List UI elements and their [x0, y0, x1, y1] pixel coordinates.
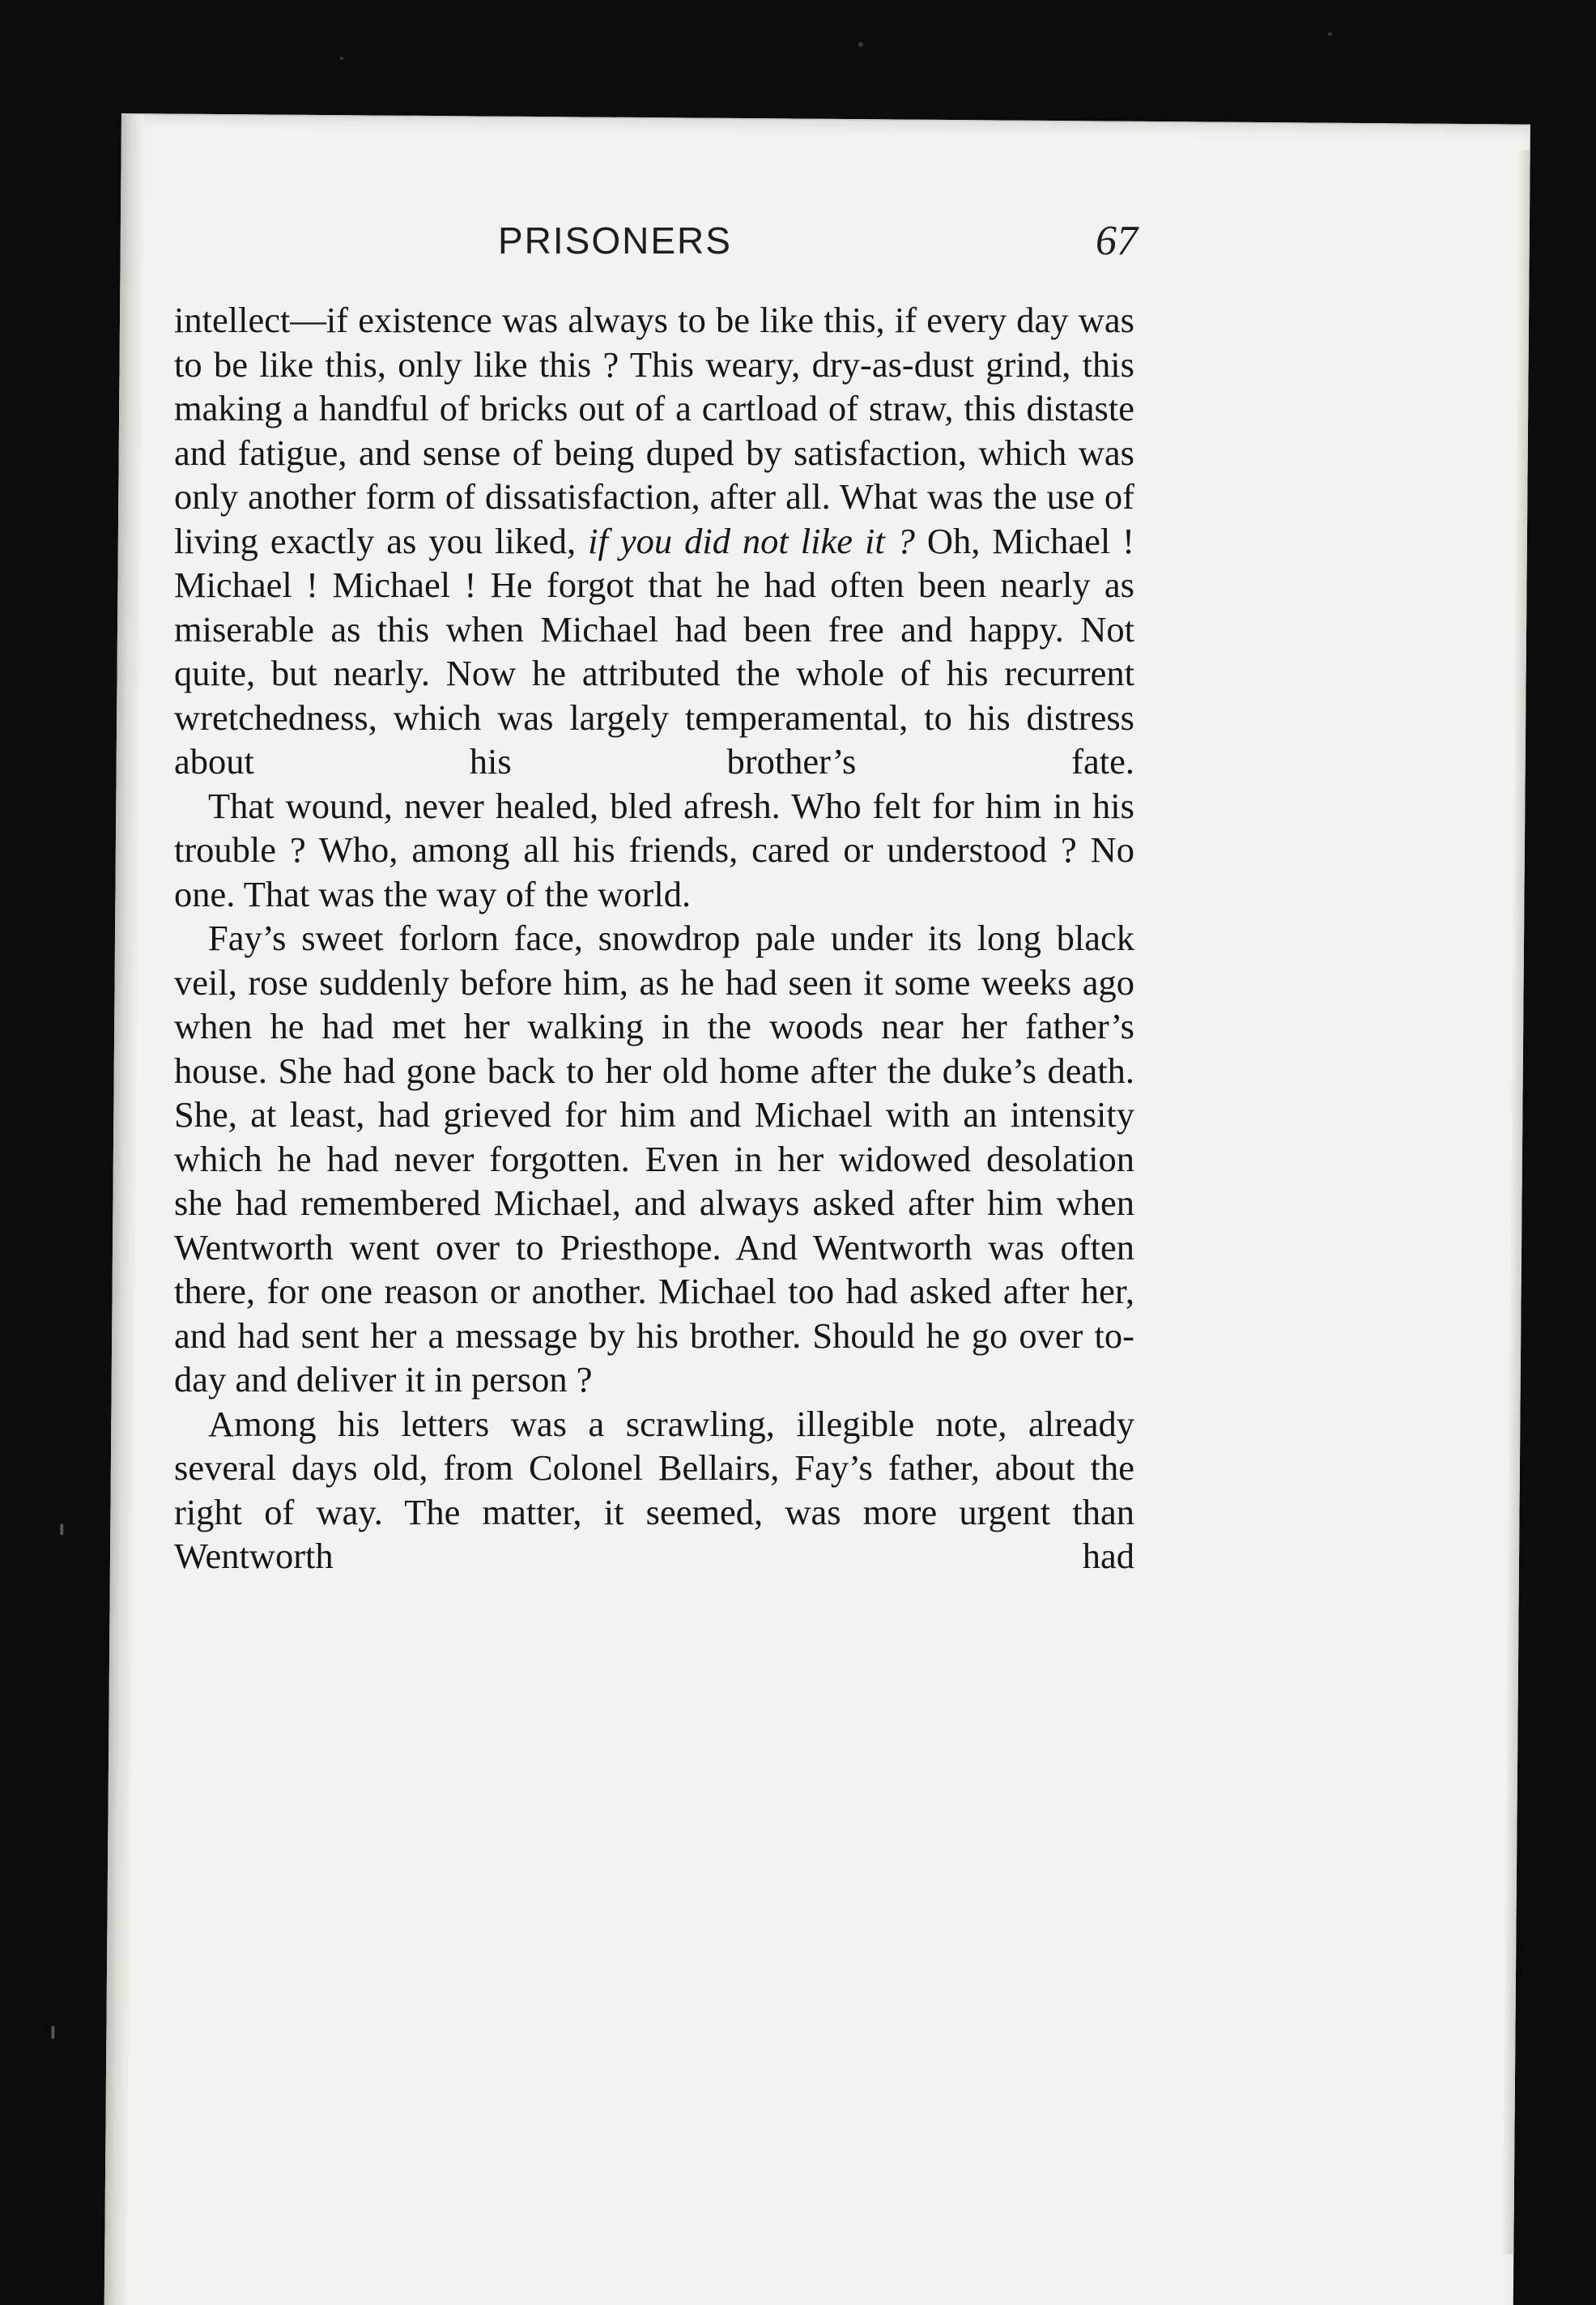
paragraph-text: intellect—if existence was always to be like this, if every day was to be like this, only like this ? This weary, dry-as-dust grind, this making a handful of bricks out of a cartload of straw, this distaste and fatigue, and sense of being duped by satisfaction, which was only another form of dissatisfaction, after all. What was the use of living exactly as you liked,: [174, 300, 1134, 561]
paragraph-continued: [174, 298, 1134, 784]
body-text: [174, 298, 1134, 1579]
dust-speck: [1328, 32, 1332, 36]
paragraph-text: Oh, Michael ! Michael ! Michael ! He forgot that he had often been nearly as miserable as this when Michael had been free and happy. Not quite, but nearly. Now he attributed the whole of his recurrent wretchedness, which was largely temperamental, to his distress about his brother’s fate.: [174, 520, 1134, 782]
dust-speck: [340, 57, 343, 60]
paragraph: Among his letters was a scrawling, illegible note, already several days old, from Colonel Bellairs, Fay’s father, about the right of way. The matter, it seemed, was more urgent than Wentworth had: [174, 1403, 1134, 1576]
page-text-block: [174, 218, 1138, 1579]
margin-mark: [51, 2026, 54, 2039]
paragraph: That wound, never healed, bled afresh. Who felt for him in his trouble ? Who, among all his friends, cared or understood ? No one. That was the way of the world.: [174, 785, 1134, 914]
dust-speck: [858, 42, 863, 47]
running-title: PRISONERS: [498, 219, 732, 262]
margin-mark: [60, 1523, 63, 1535]
page-number: 67: [1096, 218, 1138, 264]
running-head: [174, 218, 1138, 283]
paragraph: Fay’s sweet forlorn face, snowdrop pale under its long black veil, rose suddenly before him, as he had seen it some weeks ago when he had met her walking in the woods near her father’s house. She had gone back to her old home after the duke’s death. She, at least, had grieved for him and Michael with an intensity which he had never forgotten. Even in her widowed desolation she had remembered Michael, and always asked after him when Wentworth went over to Priesthope. And Wentworth was often there, for one reason or another. Michael too had asked after her, and had sent her a message by his brother. Should he go over to-day and deliver it in person ?: [174, 918, 1134, 1400]
italic-emphasis: if you did not like it ?: [588, 520, 915, 561]
